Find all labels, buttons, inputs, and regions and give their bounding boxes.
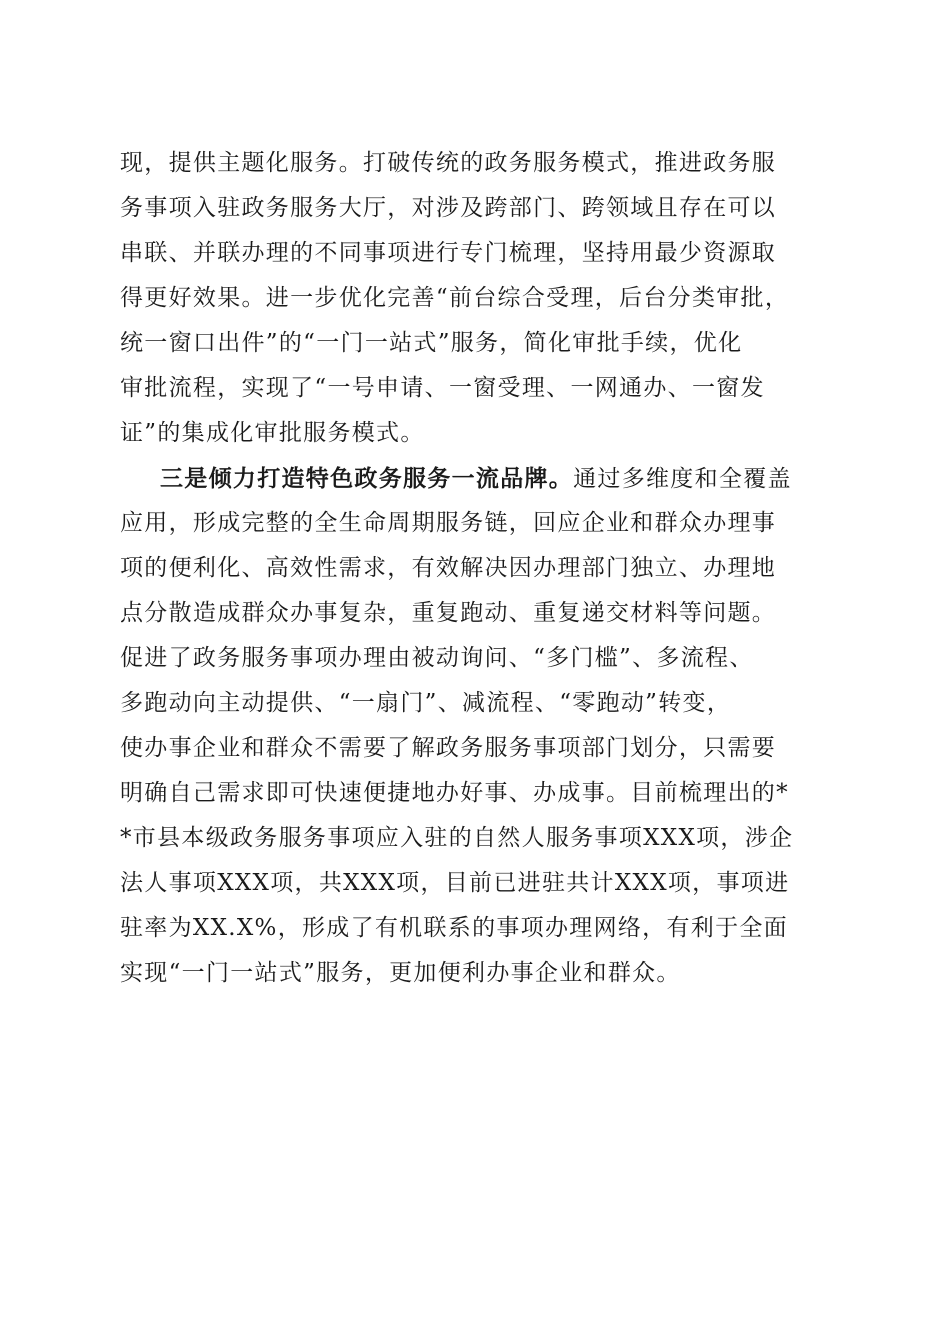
paragraph-2-line: 应用，形成完整的全生命周期服务链，回应企业和群众办理事 <box>120 510 777 536</box>
paragraph-2-first-line-text: 通过多维度和全覆盖 <box>573 466 792 492</box>
paragraph-1-line: 得更好效果。进一步优化完善“前台综合受理，后台分类审批， <box>120 285 790 311</box>
paragraph-2-line: 驻率为XX.X%，形成了有机联系的事项办理网络，有利于全面 <box>120 915 788 941</box>
paragraph-2-line: 法人事项XXX项，共XXX项，目前已进驻共计XXX项，事项进 <box>120 870 790 896</box>
paragraph-2-heading: 三是倾力打造特色政务服务一流品牌。 <box>160 465 574 492</box>
paragraph-2-first-line <box>120 456 835 501</box>
paragraph-1-line: 现，提供主题化服务。打破传统的政务服务模式，推进政务服 <box>120 150 777 176</box>
paragraph-2-line: 实现“一门一站式”服务，更加便利办事企业和群众。 <box>120 960 681 986</box>
paragraph-1-line: 统一窗口出件”的“一门一站式”服务，简化审批手续，优化 <box>120 330 743 356</box>
paragraph-2-line: 项的便利化、高效性需求，有效解决因办理部门独立、办理地 <box>120 555 777 581</box>
paragraph-2-line: 明确自己需求即可快速便捷地办好事、办成事。目前梳理出的* <box>120 780 789 806</box>
paragraph-2-line: 点分散造成群众办事复杂，重复跑动、重复递交材料等问题。 <box>120 600 777 626</box>
paragraph-1 <box>120 141 835 456</box>
paragraph-1-line: 审批流程，实现了“一号申请、一窗受理、一网通办、一窗发 <box>120 375 765 401</box>
paragraph-1-line: 证”的集成化审批服务模式。 <box>120 420 425 446</box>
paragraph-1-line: 务事项入驻政务服务大厅，对涉及跨部门、跨领域且存在可以 <box>120 195 777 221</box>
paragraph-2-line: 使办事企业和群众不需要了解政务服务事项部门划分，只需要 <box>120 735 777 761</box>
paragraph-1-line: 串联、并联办理的不同事项进行专门梳理，坚持用最少资源取 <box>120 240 777 266</box>
document-body <box>120 141 835 996</box>
paragraph-2-line: *市县本级政务服务事项应入驻的自然人服务事项XXX项，涉企 <box>120 825 794 851</box>
paragraph-2 <box>120 456 835 996</box>
paragraph-2-line: 促进了政务服务事项办理由被动询问、“多门槛”、多流程、 <box>120 645 754 671</box>
paragraph-2-line: 多跑动向主动提供、“一扇门”、减流程、“零跑动”转变， <box>120 690 732 716</box>
